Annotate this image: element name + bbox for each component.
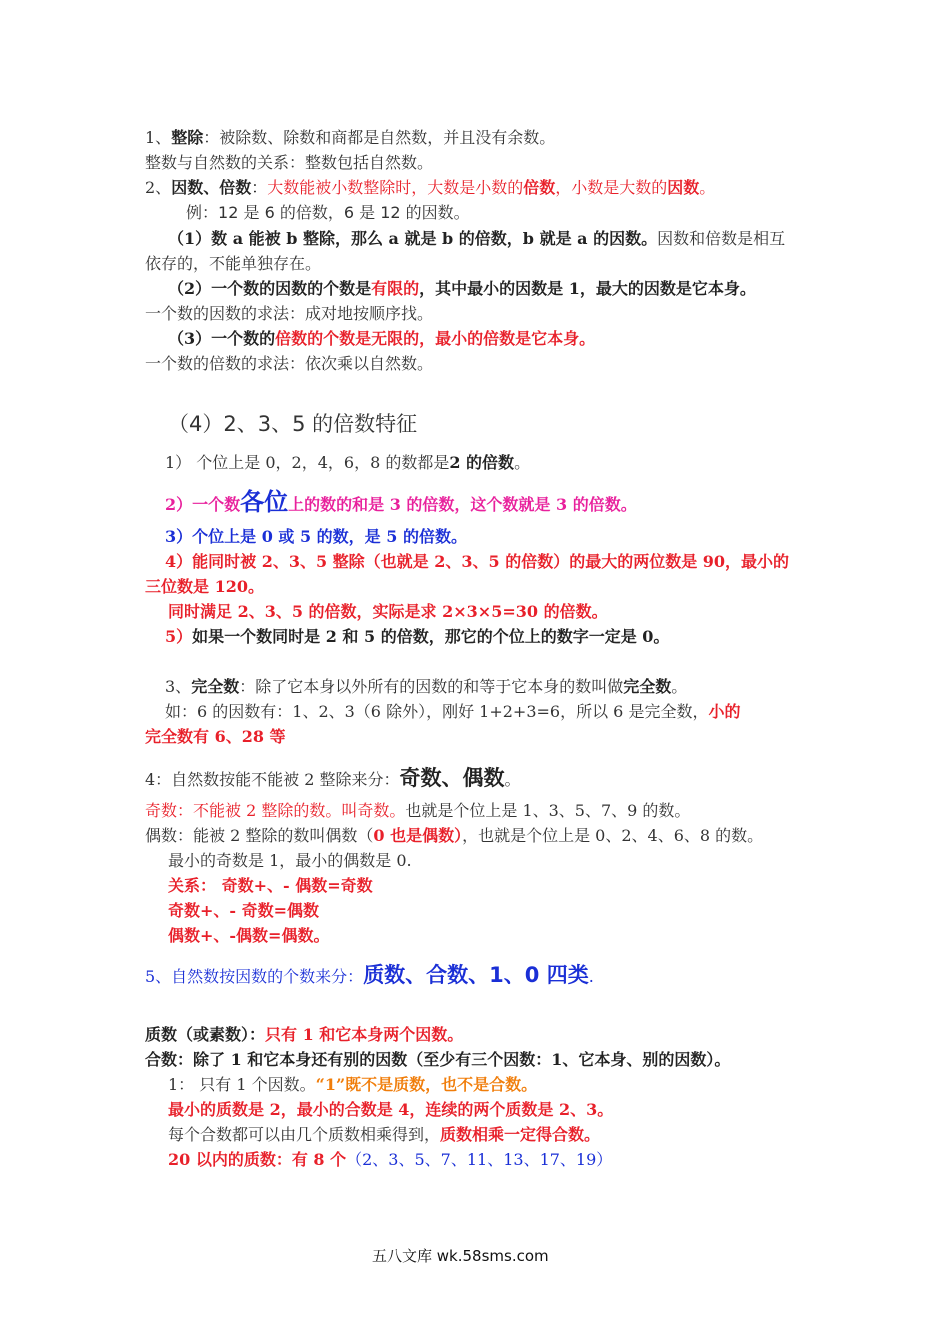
s5-prime-a: 质数（或素数）： [145,1025,266,1044]
s5-product-b: 质数相乘一定得合数。 [440,1125,601,1144]
s4-item2-a: 2）一个数 [165,495,241,514]
s2-point1-line2: 依存的，不能单独存在。 [145,254,322,273]
s4b-odd [145,800,690,822]
s2-example-e: 的倍数， [274,203,344,222]
s2-example-h: 12 [380,203,401,222]
s2-example-a: 例： [186,203,219,222]
s4b-even-b: 0 也是偶数） [373,826,463,845]
s2-point2-b: 有限的 [371,279,420,298]
s4b-intro-a: 4：自然数按能不能被 2 整除来分： [145,770,400,789]
s2-point2 [168,278,756,300]
s1-num: 1、 [145,128,172,147]
s3-example [165,701,740,723]
s4b-relation-3: 偶数+、-偶数=偶数。 [168,926,330,945]
s4-item4-line2: 三位数是 120。 [145,577,264,596]
s3-def-b: 完全数 [623,677,672,696]
s2-def-c: ，小数是大数的 [555,178,668,197]
s4-item5 [165,626,669,648]
s2-point3-a: （3）一个数的 [168,329,276,348]
s5-primes20-b: （2、3、5、7、11、13、17、19） [346,1150,613,1169]
s3-num: 3、 [165,677,192,696]
s1-term: 整除 [171,128,204,147]
s4-item1 [165,452,530,474]
s2-colon: ： [251,178,268,197]
s3-example-b: 小的 [708,702,741,721]
s2-def-b: 倍数 [523,178,556,197]
s2-factor-method: 一个数的因数的求法：成对地按顺序找。 [145,304,434,323]
s2-line [145,177,715,199]
s4-item1-b: 2 的倍数 [449,453,515,472]
s5-smallest: 最小的质数是 2，最小的合数是 4，连续的两个质数是 2、3。 [168,1100,614,1119]
s4b-relation-1: 关系： 奇数+、- 偶数=奇数 [168,876,373,895]
s1-def: ：被除数、除数和商都是自然数，并且没有余数。 [203,128,556,147]
s3-example-line2: 完全数有 6、28 等 [145,727,286,746]
s2-example-i: 的因数。 [400,203,470,222]
s4b-intro-b: 奇数、偶数 [399,766,505,790]
s5-product [168,1124,600,1146]
s5-one-a: 1： 只有 1 个因数。 [168,1075,316,1094]
s5-intro-a: 5、自然数按因数的个数来分： [145,967,364,986]
s2-example-c: 是 [238,203,265,222]
s4-item5-a: 5） [165,627,193,646]
s2-def-e: 。 [699,178,716,197]
s4b-odd-a: 奇数：不能被 2 整除的数。叫奇数。 [145,801,406,820]
s3-def-c: 。 [671,677,688,696]
s4b-even-a: 偶数：能被 2 整除的数叫偶数（ [145,826,374,845]
s2-num: 2、 [145,178,172,197]
s2-example-d: 6 [264,203,275,222]
s4b-even [145,825,763,847]
s4-item5-b: 如果一个数同时是 2 和 5 的倍数，那它的个位上的数字一定是 0。 [192,627,670,646]
s4b-intro [145,764,521,794]
s3-term: 完全数 [191,677,240,696]
s5-intro [145,960,594,992]
s5-one [168,1074,537,1096]
s2-example-f: 6 [343,203,355,222]
footer-text: 五八文库 wk.58sms.com [372,1247,549,1265]
s2-point1-a: （1）数 a 能被 b 整除，那么 a 就是 b 的倍数，b 就是 a 的因数。 [168,229,658,248]
s4-item1-a: 1） 个位上是 0，2，4，6，8 的数都是 [165,453,450,472]
s5-prime-b: 只有 1 和它本身两个因数。 [265,1025,464,1044]
s2-example-g: 是 [354,203,381,222]
s2-point2-c: ，其中最小的因数是 1，最大的因数是它本身。 [419,279,756,298]
s5-composite: 合数：除了 1 和它本身还有别的因数（至少有三个因数：1、它本身、别的因数）。 [145,1050,731,1069]
s2-point2-a: （2）一个数的因数的个数是 [168,279,372,298]
s4-item2-c: 上的数的和是 3 的倍数，这个数就是 3 的倍数。 [288,495,637,514]
s5-intro-c: . [588,967,594,986]
s2-multiple-method: 一个数的倍数的求法：依次乘以自然数。 [145,354,434,373]
s4-item3: 3）个位上是 0 或 5 的数，是 5 的倍数。 [165,527,467,546]
s1-line [145,127,555,149]
s1-relation: 整数与自然数的关系：整数包括自然数。 [145,153,434,172]
s2-example [186,202,470,224]
s4-item4-line1: 4）能同时被 2、3、5 整除（也就是 2、3、5 的倍数）的最大的两位数是 90，最小的 [165,552,790,571]
s5-primes-under-20 [168,1149,612,1171]
s5-primes20-a: 20 以内的质数：有 8 个 [168,1150,347,1169]
s4-item1-c: 。 [514,453,531,472]
s2-point3-b: 倍数的个数是无限的，最小的倍数是它本身。 [275,329,596,348]
s2-example-b: 12 [218,203,239,222]
s5-product-a: 每个合数都可以由几个质数相乘得到， [168,1125,441,1144]
s3-example-a: 如：6 的因数有：1、2、3（6 除外），刚好 1+2+3=6，所以 6 是完全数， [165,702,709,721]
s4b-even-c: ，也就是个位上是 0、2、4、6、8 的数。 [462,826,764,845]
s4b-intro-c: 。 [504,770,521,789]
s2-point3 [168,328,595,350]
s4-item4-line3: 同时满足 2、3、5 的倍数，实际是求 2×3×5=30 的倍数。 [168,602,608,621]
s2-point1-b: 因数和倍数是相互 [657,229,786,248]
s5-prime [145,1024,463,1046]
s3-line [165,676,687,698]
s4-item2-b: 各位 [240,488,289,516]
s4-item2 [165,487,637,520]
s2-term: 因数、倍数 [171,178,252,197]
s2-def-d: 因数 [667,178,700,197]
s2-point1-line1 [168,228,785,250]
s4-heading: （4）2、3、5 的倍数特征 [168,412,418,436]
s4b-minimum: 最小的奇数是 1，最小的偶数是 0. [168,851,412,870]
s4b-odd-b: 也就是个位上是 1、3、5、7、9 的数。 [405,801,691,820]
s4b-relation-2: 奇数+、- 奇数=偶数 [168,901,320,920]
s2-def-a: 大数能被小数整除时，大数是小数的 [267,178,524,197]
s5-one-b: “1”既不是质数，也不是合数。 [315,1075,538,1094]
s3-def-a: ：除了它本身以外所有的因数的和等于它本身的数叫做 [239,677,624,696]
s5-intro-b: 质数、合数、1、0 四类 [363,963,589,987]
